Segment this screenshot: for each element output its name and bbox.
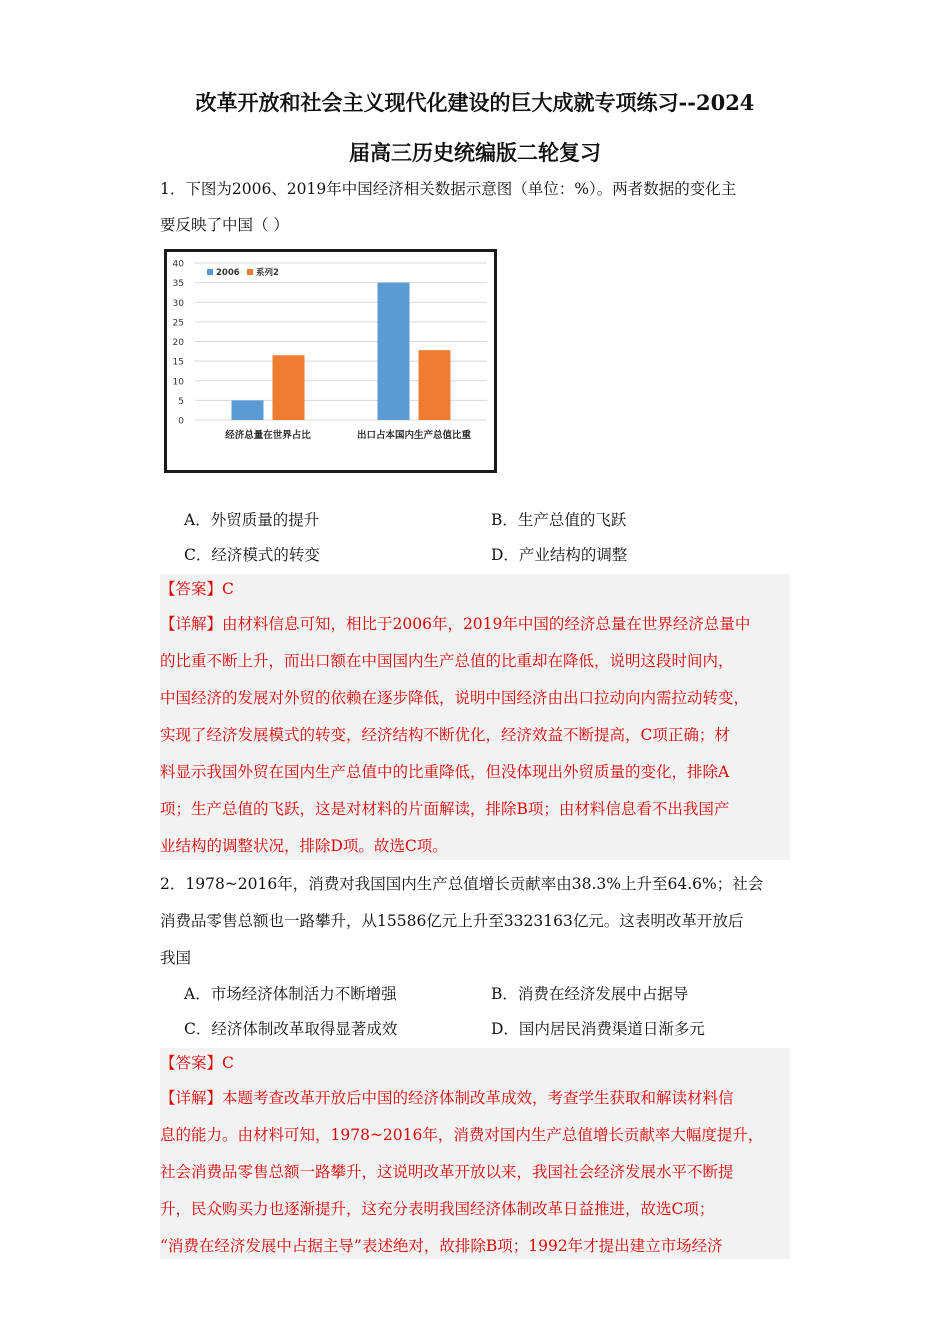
q2-option-d[interactable]: D．国内居民消费渠道日渐多元 [491, 1020, 705, 1038]
q2-explain-line-2: 息的能力。由材料可知，1978~2016年，消费对国内生产总值增长贡献率大幅度提升， [160, 1126, 764, 1144]
bar [232, 400, 264, 420]
q1-explain-line-6: 项；生产总值的飞跃，这是对材料的片面解读，排除B项；由材料信息看不出我国产 [160, 800, 730, 818]
q2-stem-line-3: 我国 [160, 949, 192, 967]
x-category-label: 经济总量在世界占比 [225, 430, 311, 441]
y-tick-label: 15 [172, 357, 184, 368]
q2-explain-line-4: 升，民众购买力也逐渐提升，这充分表明我国经济体制改革日益推进，故选C项； [160, 1200, 715, 1218]
y-tick-label: 5 [178, 396, 184, 407]
q2-stem-line-1: 2．1978~2016年，消费对我国国内生产总值增长贡献率由38.3%上升至64.6%；社会 [160, 875, 764, 893]
q2-option-b[interactable]: B．消费在经济发展中占据导 [491, 985, 689, 1003]
q2-explain-line-5: “消费在经济发展中占据主导”表述绝对，故排除B项；1992年才提出建立市场经济 [160, 1237, 723, 1255]
q1-option-b[interactable]: B．生产总值的飞跃 [491, 511, 627, 529]
q2-option-c[interactable]: C．经济体制改革取得显著成效 [184, 1020, 398, 1038]
q1-option-c[interactable]: C．经济模式的转变 [184, 546, 320, 564]
y-tick-label: 30 [172, 298, 184, 309]
y-tick-label: 10 [172, 377, 184, 388]
q1-explain-line-3: 中国经济的发展对外贸的依赖在逐步降低，说明中国经济由出口拉动向内需拉动转变， [160, 689, 750, 707]
legend-swatch [207, 269, 213, 275]
q1-stem-line-1: 1．下图为2006、2019年中国经济相关数据示意图（单位：%）。两者数据的变化主 [160, 180, 737, 198]
q1-stem-line-2: 要反映了中国（ ） [160, 216, 289, 234]
q1-explain-line-2: 的比重不断上升，而出口额在中国国内生产总值的比重却在降低，说明这段时间内， [160, 652, 734, 670]
q2-answer: 【答案】C [160, 1054, 234, 1072]
q1-explain-line-1: 【详解】由材料信息可知，相比于2006年，2019年中国的经济总量在世界经济总量中 [160, 615, 751, 633]
y-tick-label: 35 [172, 279, 184, 290]
bar-chart-svg [167, 252, 494, 470]
legend-label: 系列2 [256, 268, 279, 278]
document-title-line-2: 届高三历史统编版二轮复习 [349, 140, 601, 165]
y-tick-label: 25 [172, 318, 184, 329]
q2-explain-line-1: 【详解】本题考查改革开放后中国的经济体制改革成效，考查学生获取和解读材料信 [160, 1089, 734, 1107]
y-tick-label: 40 [172, 259, 184, 270]
q1-option-d[interactable]: D．产业结构的调整 [491, 546, 628, 564]
y-tick-label: 0 [178, 416, 184, 427]
x-category-label: 出口占本国内生产总值比重 [356, 430, 472, 441]
document-title-line-1: 改革开放和社会主义现代化建设的巨大成就专项练习--2024 [195, 90, 755, 115]
q1-option-a[interactable]: A．外贸质量的提升 [184, 511, 320, 529]
q1-explain-line-7: 业结构的调整状况，排除D项。故选C项。 [160, 837, 448, 855]
q2-explain-line-3: 社会消费品零售总额一路攀升，这说明改革开放以来，我国社会经济发展水平不断提 [160, 1163, 734, 1181]
legend-label: 2006 [216, 268, 240, 278]
q1-answer-box [160, 574, 790, 860]
q1-explain-line-4: 实现了经济发展模式的转变，经济结构不断优化，经济效益不断提高，C项正确；材 [160, 726, 730, 744]
q2-stem-line-2: 消费品零售总额也一路攀升，从15586亿元上升至3323163亿元。这表明改革开放后 [160, 912, 744, 930]
bar [419, 350, 451, 420]
bar [273, 355, 305, 420]
q1-explain-line-5: 料显示我国外贸在国内生产总值中的比重降低，但没体现出外贸质量的变化，排除A [160, 763, 730, 781]
q2-answer-box [160, 1048, 790, 1259]
legend-swatch [247, 269, 253, 275]
q1-chart [164, 249, 497, 473]
q2-option-a[interactable]: A．市场经济体制活力不断增强 [184, 985, 397, 1003]
q1-answer: 【答案】C [160, 580, 234, 598]
bar [378, 283, 410, 420]
y-tick-label: 20 [172, 338, 184, 348]
